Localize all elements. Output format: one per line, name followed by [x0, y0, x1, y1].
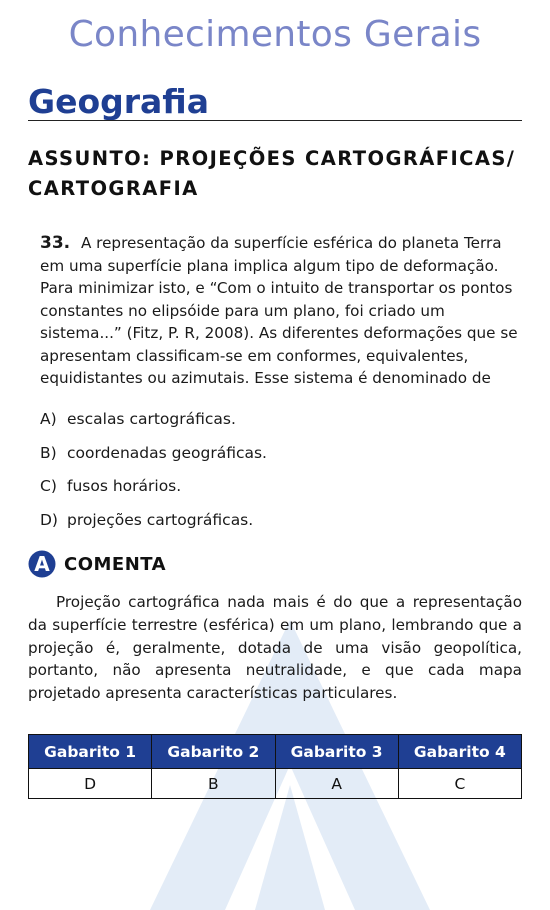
answer-key-value: B	[152, 769, 275, 799]
comment-header	[28, 550, 166, 578]
option-d[interactable]	[40, 509, 520, 543]
comment-badge-letter: A	[34, 552, 50, 576]
option-a[interactable]	[40, 408, 520, 442]
answer-key-value: C	[398, 769, 521, 799]
answer-key-value: A	[275, 769, 398, 799]
answer-key-header: Gabarito 1	[29, 735, 152, 769]
question-number: 33.	[40, 233, 71, 253]
answer-key-header: Gabarito 2	[152, 735, 275, 769]
option-text: coordenadas geográficas.	[67, 443, 267, 462]
option-text: fusos horários.	[67, 477, 182, 495]
answer-key-header: Gabarito 4	[398, 735, 521, 769]
question-block	[40, 232, 526, 390]
topic-heading: ASSUNTO: PROJEÇÕES CARTOGRÁFICAS/ CARTOGRAFIA	[28, 147, 516, 200]
answer-key-value: D	[29, 769, 152, 799]
answer-key-header: Gabarito 3	[275, 735, 398, 769]
option-c[interactable]	[40, 475, 520, 509]
answer-key-table	[28, 734, 522, 799]
option-letter: C)	[40, 477, 57, 495]
comment-title: COMENTA	[64, 553, 167, 575]
answer-key-header-row	[29, 735, 522, 769]
option-letter: D)	[40, 510, 58, 529]
page-header-title: Conhecimentos Gerais	[68, 14, 482, 55]
option-text: projeções cartográficas.	[67, 510, 254, 529]
option-b[interactable]	[40, 442, 520, 476]
answer-key-value-row	[29, 769, 522, 799]
option-letter: A)	[40, 410, 57, 428]
subject-heading: Geografia	[28, 82, 210, 121]
options-list	[40, 408, 520, 542]
comment-badge-icon	[28, 550, 56, 578]
subject-divider	[28, 120, 522, 121]
comment-text: Projeção cartográfica nada mais é do que a representação da superfície terrestre (esférica) em um plano, lembrando que a projeção é, geralmente, dotada de uma visão geopolítica, portanto, não apresenta neutralidade, e que cada mapa projetado apresenta características particulares.	[28, 593, 522, 703]
option-letter: B)	[40, 443, 57, 462]
question-text: A representação da superfície esférica do planeta Terra em uma superfície plana implica algum tipo de deformação. Para minimizar isto, e “Com o intuito de transportar os pontos constantes no elipsóide para um plano, foi criado um sistema...” (Fitz, P. R, 2008). As diferentes deformações que se apresentam classificam-se em conformes, equivalentes, equidistantes ou azimutais. Esse sistema é denominado de	[40, 234, 518, 387]
option-text: escalas cartográficas.	[67, 410, 236, 428]
